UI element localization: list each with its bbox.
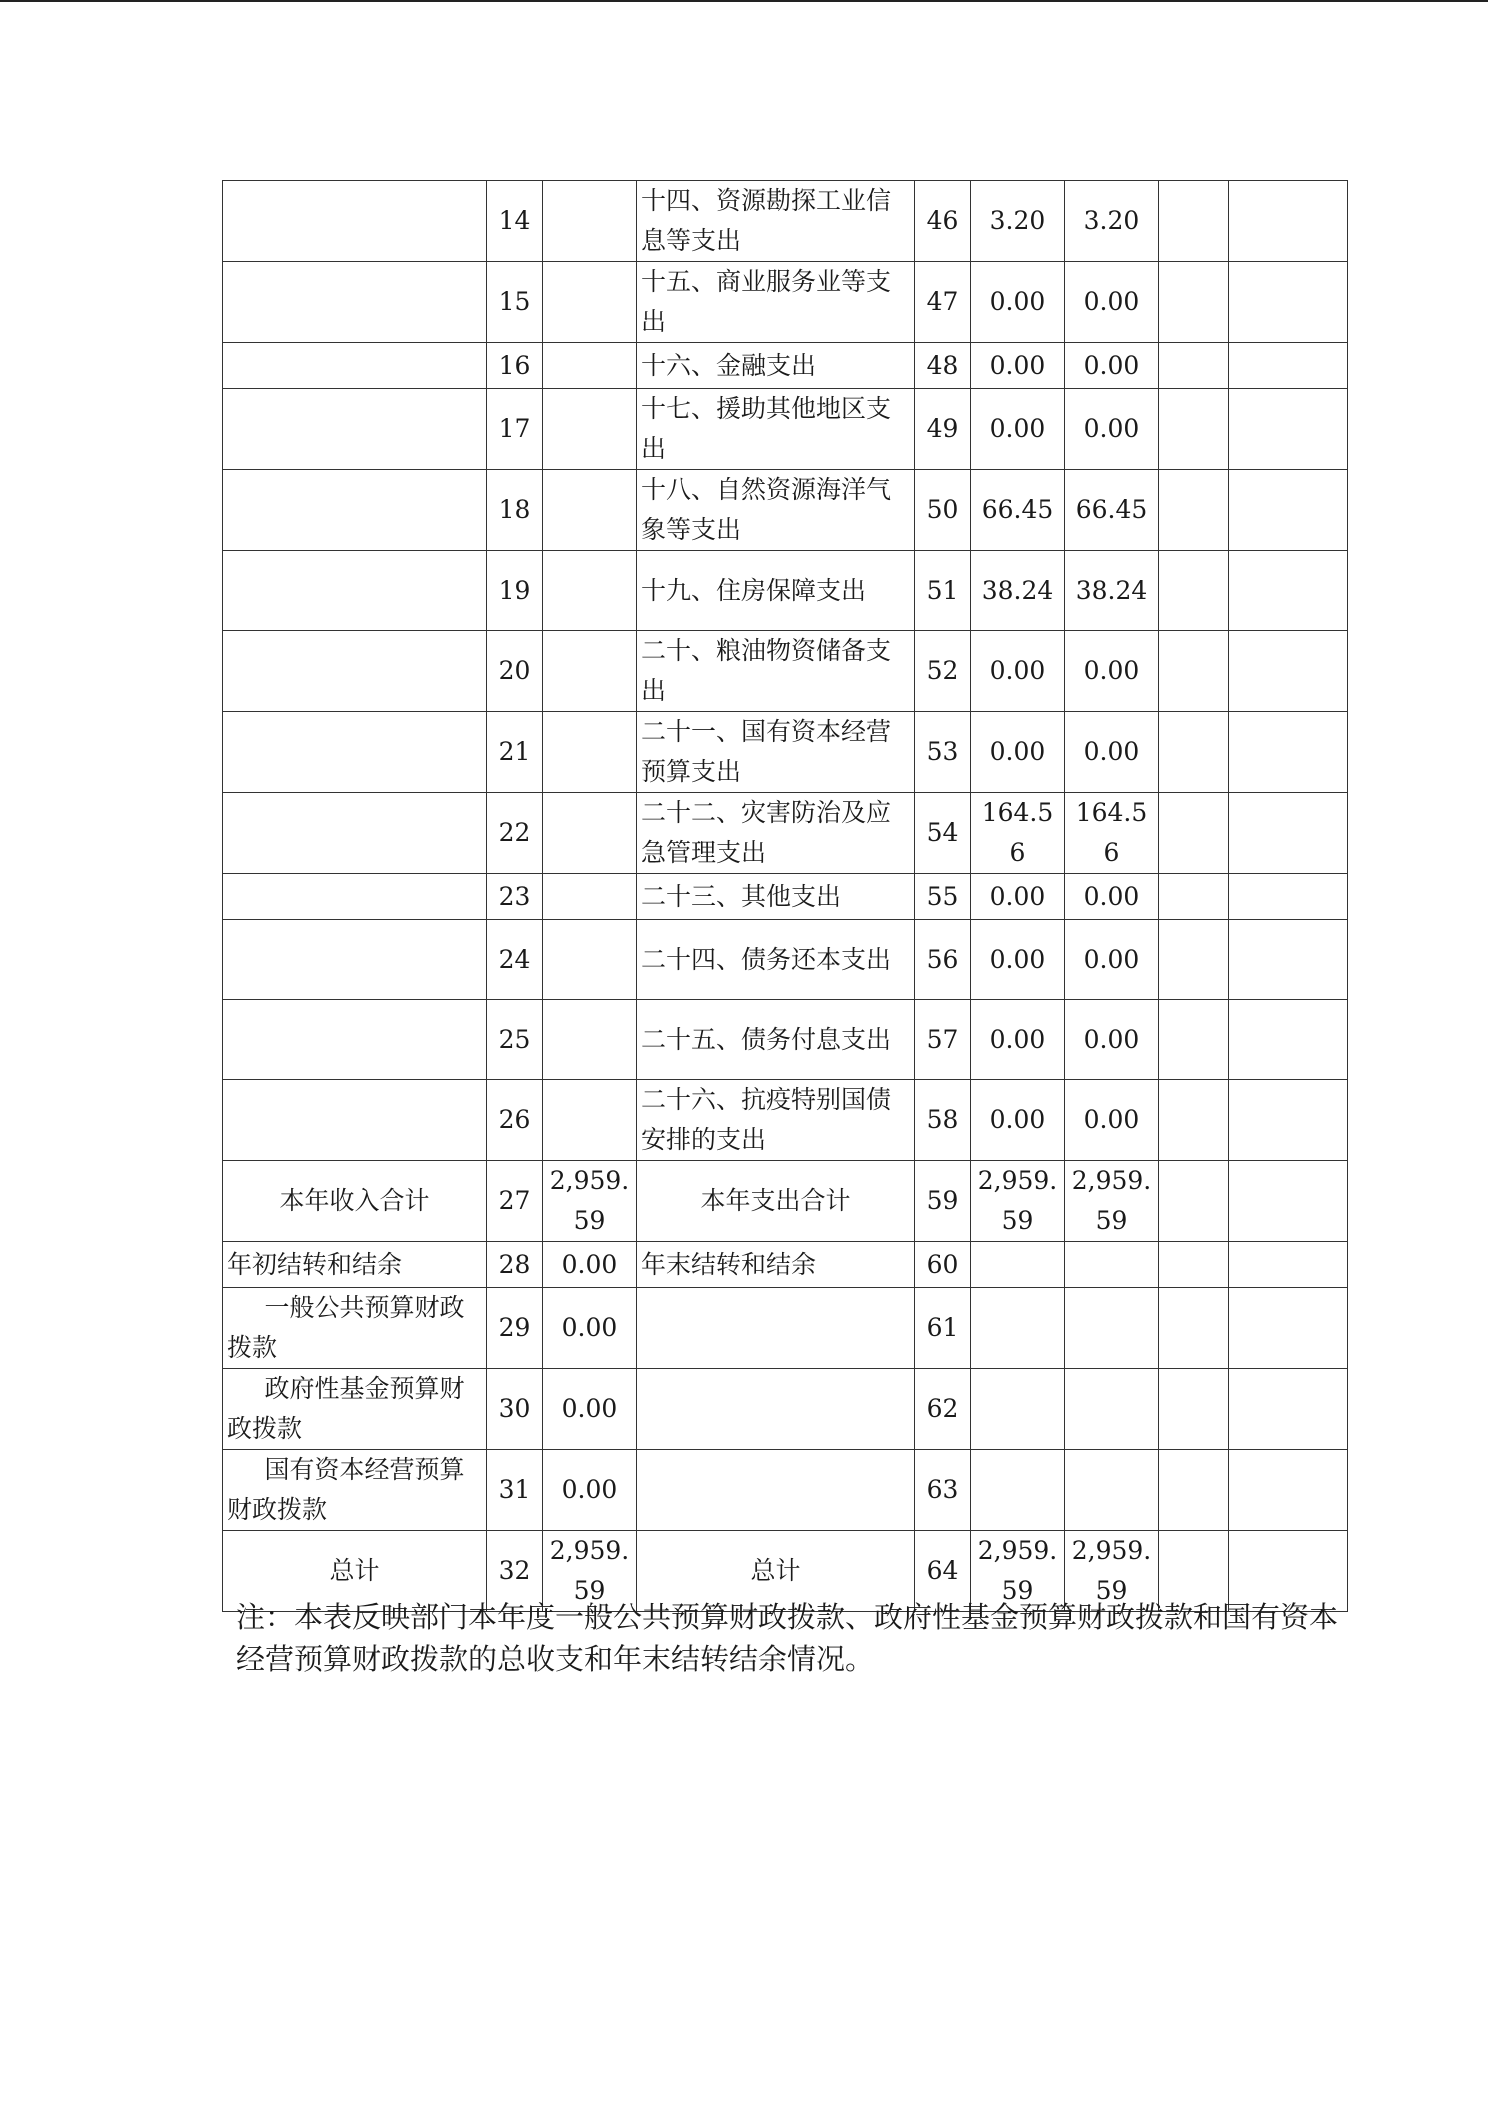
fund-budget-amount [1159, 470, 1229, 551]
fund-budget-amount [1159, 389, 1229, 470]
state-capital-budget-amount [1229, 470, 1348, 551]
expenditure-line-number: 50 [915, 470, 971, 551]
expenditure-total: 66.45 [971, 470, 1065, 551]
carryover-sub-label: 政府性基金预算财政拨款 [223, 1369, 487, 1450]
expenditure-item: 二十一、国有资本经营预算支出 [637, 712, 915, 793]
expenditure-line-number: 46 [915, 181, 971, 262]
income-line-number: 24 [487, 920, 543, 1000]
fund-budget-amount [1159, 181, 1229, 262]
table-row [223, 551, 1348, 631]
table-row [223, 1080, 1348, 1161]
fund-budget-amount [1159, 874, 1229, 920]
income-item-cell [223, 631, 487, 712]
carryover-sub-amount: 0.00 [543, 1450, 637, 1531]
expenditure-item: 二十四、债务还本支出 [637, 920, 915, 1000]
income-line-number: 22 [487, 793, 543, 874]
expenditure-total [971, 1450, 1065, 1531]
state-capital-budget-amount [1229, 181, 1348, 262]
fund-budget-amount [1159, 631, 1229, 712]
fund-budget-amount [1159, 1450, 1229, 1531]
table-row [223, 631, 1348, 712]
expenditure-total-label: 本年支出合计 [637, 1161, 915, 1242]
expenditure-item [637, 1369, 915, 1450]
expenditure-item: 二十五、债务付息支出 [637, 1000, 915, 1080]
general-budget-amount: 0.00 [1065, 343, 1159, 389]
table-row [223, 793, 1348, 874]
general-budget-amount: 0.00 [1065, 920, 1159, 1000]
income-item-cell [223, 793, 487, 874]
income-line-number: 17 [487, 389, 543, 470]
general-budget-amount [1065, 1242, 1159, 1288]
expenditure-item: 十五、商业服务业等支出 [637, 262, 915, 343]
income-amount-cell [543, 920, 637, 1000]
state-capital-budget-amount [1229, 1369, 1348, 1450]
table-row [223, 920, 1348, 1000]
state-capital-budget-amount [1229, 343, 1348, 389]
expenditure-line-number: 49 [915, 389, 971, 470]
income-amount-cell [543, 631, 637, 712]
expenditure-line-number: 63 [915, 1450, 971, 1531]
fund-budget-amount [1159, 712, 1229, 793]
state-capital-budget-amount [1229, 920, 1348, 1000]
year-end-carryover-label: 年末结转和结余 [637, 1242, 915, 1288]
income-line-number: 25 [487, 1000, 543, 1080]
income-amount-cell [543, 1000, 637, 1080]
expenditure-total: 0.00 [971, 343, 1065, 389]
grand-total-label: 总计 [223, 1531, 487, 1612]
income-amount-cell [543, 389, 637, 470]
state-capital-budget-amount [1229, 1242, 1348, 1288]
income-line-number: 21 [487, 712, 543, 793]
general-budget-amount [1065, 1288, 1159, 1369]
carryover-sub-amount: 0.00 [543, 1288, 637, 1369]
carryover-sub-label: 国有资本经营预算财政拨款 [223, 1450, 487, 1531]
general-budget-amount: 0.00 [1065, 631, 1159, 712]
income-line-number: 18 [487, 470, 543, 551]
fund-budget-amount [1159, 1369, 1229, 1450]
expenditure-line-number: 57 [915, 1000, 971, 1080]
income-amount-cell [543, 343, 637, 389]
expenditure-total: 0.00 [971, 874, 1065, 920]
fund-budget-amount [1159, 1080, 1229, 1161]
income-line-number: 14 [487, 181, 543, 262]
income-item-cell [223, 389, 487, 470]
table-row [223, 1000, 1348, 1080]
grand-total-expenditure-label: 总计 [637, 1531, 915, 1612]
income-line-number: 29 [487, 1288, 543, 1369]
carryover-row [223, 1242, 1348, 1288]
income-item-cell [223, 470, 487, 551]
fund-budget-amount [1159, 1242, 1229, 1288]
expenditure-line-number: 47 [915, 262, 971, 343]
grand-total-income-amount: 2,959.59 [543, 1531, 637, 1612]
expenditure-total: 38.24 [971, 551, 1065, 631]
expenditure-line-number: 61 [915, 1288, 971, 1369]
expenditure-item: 十六、金融支出 [637, 343, 915, 389]
income-line-number: 27 [487, 1161, 543, 1242]
income-total-row [223, 1161, 1348, 1242]
expenditure-item: 二十二、灾害防治及应急管理支出 [637, 793, 915, 874]
fiscal-appropriation-table [222, 180, 1348, 1612]
state-capital-budget-amount [1229, 1288, 1348, 1369]
fund-budget-amount [1159, 1000, 1229, 1080]
expenditure-total: 164.56 [971, 793, 1065, 874]
income-line-number: 23 [487, 874, 543, 920]
fund-budget-amount [1159, 1161, 1229, 1242]
income-line-number: 15 [487, 262, 543, 343]
carryover-label: 年初结转和结余 [223, 1242, 487, 1288]
fund-budget-amount [1159, 920, 1229, 1000]
fund-budget-amount [1159, 343, 1229, 389]
state-capital-budget-amount [1229, 1450, 1348, 1531]
expenditure-total [971, 1369, 1065, 1450]
expenditure-line-number: 54 [915, 793, 971, 874]
expenditure-line-number: 48 [915, 343, 971, 389]
state-capital-budget-amount [1229, 1000, 1348, 1080]
income-total-amount: 2,959.59 [543, 1161, 637, 1242]
expenditure-total: 0.00 [971, 389, 1065, 470]
carryover-sub-label: 一般公共预算财政拨款 [223, 1288, 487, 1369]
expenditure-line-number: 64 [915, 1531, 971, 1612]
fund-budget-amount [1159, 1288, 1229, 1369]
income-line-number: 30 [487, 1369, 543, 1450]
expenditure-item [637, 1288, 915, 1369]
table-row [223, 343, 1348, 389]
table-row [223, 389, 1348, 470]
expenditure-line-number: 58 [915, 1080, 971, 1161]
expenditure-line-number: 55 [915, 874, 971, 920]
income-item-cell [223, 262, 487, 343]
income-line-number: 28 [487, 1242, 543, 1288]
state-capital-budget-amount [1229, 874, 1348, 920]
income-item-cell [223, 712, 487, 793]
income-amount-cell [543, 712, 637, 793]
income-amount-cell [543, 874, 637, 920]
carryover-sub-amount: 0.00 [543, 1369, 637, 1450]
expenditure-item: 十八、自然资源海洋气象等支出 [637, 470, 915, 551]
income-line-number: 32 [487, 1531, 543, 1612]
table-row [223, 470, 1348, 551]
expenditure-total [971, 1242, 1065, 1288]
expenditure-item [637, 1450, 915, 1531]
general-budget-amount: 3.20 [1065, 181, 1159, 262]
income-amount-cell [543, 181, 637, 262]
expenditure-total: 0.00 [971, 1000, 1065, 1080]
state-capital-budget-amount [1229, 631, 1348, 712]
expenditure-line-number: 59 [915, 1161, 971, 1242]
expenditure-total: 2,959.59 [971, 1161, 1065, 1242]
expenditure-total: 0.00 [971, 920, 1065, 1000]
general-budget-amount: 66.45 [1065, 470, 1159, 551]
expenditure-item: 二十三、其他支出 [637, 874, 915, 920]
expenditure-line-number: 60 [915, 1242, 971, 1288]
fund-budget-amount [1159, 551, 1229, 631]
expenditure-line-number: 53 [915, 712, 971, 793]
income-item-cell [223, 1080, 487, 1161]
table-footnote: 注：本表反映部门本年度一般公共预算财政拨款、政府性基金预算财政拨款和国有资本经营预算财政拨款的总收支和年末结转结余情况。 [236, 1600, 1339, 1676]
fund-budget-amount [1159, 262, 1229, 343]
table-row [223, 712, 1348, 793]
table-row [223, 1450, 1348, 1531]
income-amount-cell [543, 1080, 637, 1161]
page-top-border [0, 0, 1488, 2]
carryover-amount: 0.00 [543, 1242, 637, 1288]
income-line-number: 26 [487, 1080, 543, 1161]
state-capital-budget-amount [1229, 389, 1348, 470]
income-total-label: 本年收入合计 [223, 1161, 487, 1242]
general-budget-amount: 0.00 [1065, 874, 1159, 920]
expenditure-item: 二十、粮油物资储备支出 [637, 631, 915, 712]
general-budget-amount [1065, 1369, 1159, 1450]
expenditure-total: 0.00 [971, 1080, 1065, 1161]
state-capital-budget-amount [1229, 1080, 1348, 1161]
income-line-number: 19 [487, 551, 543, 631]
expenditure-total: 3.20 [971, 181, 1065, 262]
general-budget-amount: 2,959.59 [1065, 1161, 1159, 1242]
fund-budget-amount [1159, 793, 1229, 874]
general-budget-amount: 164.56 [1065, 793, 1159, 874]
income-amount-cell [543, 470, 637, 551]
table-row [223, 874, 1348, 920]
expenditure-item: 十九、住房保障支出 [637, 551, 915, 631]
expenditure-line-number: 56 [915, 920, 971, 1000]
expenditure-item: 十七、援助其他地区支出 [637, 389, 915, 470]
income-line-number: 20 [487, 631, 543, 712]
expenditure-total: 2,959.59 [971, 1531, 1065, 1612]
expenditure-item: 十四、资源勘探工业信息等支出 [637, 181, 915, 262]
income-item-cell [223, 551, 487, 631]
income-item-cell [223, 181, 487, 262]
state-capital-budget-amount [1229, 1161, 1348, 1242]
state-capital-budget-amount [1229, 712, 1348, 793]
expenditure-line-number: 52 [915, 631, 971, 712]
general-budget-amount: 38.24 [1065, 551, 1159, 631]
general-budget-amount: 0.00 [1065, 712, 1159, 793]
expenditure-line-number: 62 [915, 1369, 971, 1450]
general-budget-amount: 0.00 [1065, 1000, 1159, 1080]
general-budget-amount: 0.00 [1065, 262, 1159, 343]
income-amount-cell [543, 262, 637, 343]
table-row [223, 1288, 1348, 1369]
income-amount-cell [543, 793, 637, 874]
state-capital-budget-amount [1229, 262, 1348, 343]
income-amount-cell [543, 551, 637, 631]
state-capital-budget-amount [1229, 793, 1348, 874]
expenditure-total: 0.00 [971, 631, 1065, 712]
expenditure-total: 0.00 [971, 262, 1065, 343]
expenditure-total: 0.00 [971, 712, 1065, 793]
expenditure-total [971, 1288, 1065, 1369]
expenditure-item: 二十六、抗疫特别国债安排的支出 [637, 1080, 915, 1161]
general-budget-amount [1065, 1450, 1159, 1531]
table-row [223, 262, 1348, 343]
income-item-cell [223, 1000, 487, 1080]
general-budget-amount: 0.00 [1065, 1080, 1159, 1161]
table-row [223, 181, 1348, 262]
income-item-cell [223, 343, 487, 389]
income-line-number: 31 [487, 1450, 543, 1531]
general-budget-amount: 2,959.59 [1065, 1531, 1159, 1612]
income-item-cell [223, 920, 487, 1000]
general-budget-amount: 0.00 [1065, 389, 1159, 470]
income-item-cell [223, 874, 487, 920]
table-row [223, 1369, 1348, 1450]
state-capital-budget-amount [1229, 551, 1348, 631]
income-line-number: 16 [487, 343, 543, 389]
expenditure-line-number: 51 [915, 551, 971, 631]
